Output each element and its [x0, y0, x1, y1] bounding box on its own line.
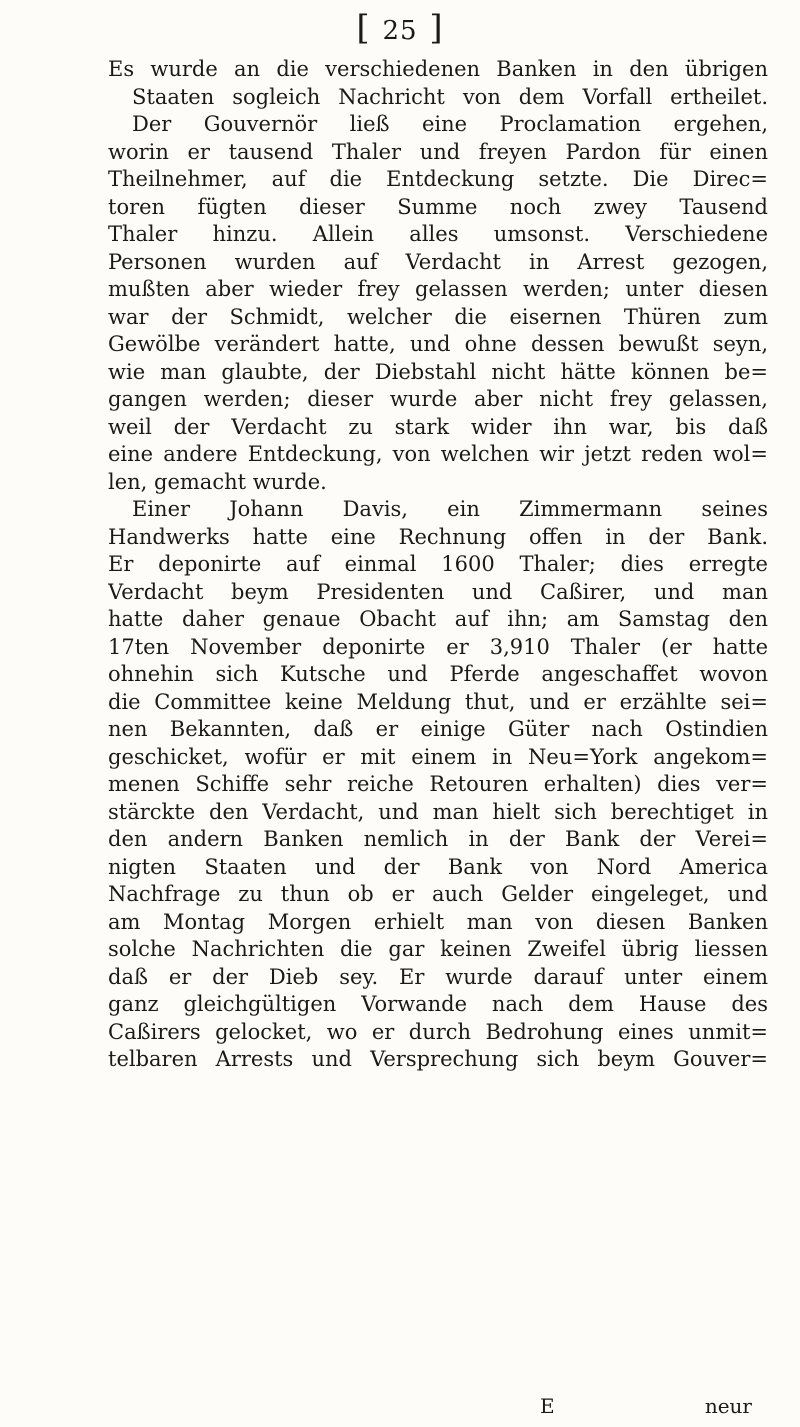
page-header	[0, 6, 800, 53]
text-line: die Committee keine Meldung thut, und er erzählte sei=	[108, 689, 768, 714]
text-line: toren fügten dieser Summe noch zwey Tausend	[108, 194, 768, 219]
text-line: solche Nachrichten die gar keinen Zweifel übrig liessen	[108, 937, 768, 961]
header-open-bracket: [	[356, 8, 371, 48]
catchword: neur	[704, 1394, 752, 1418]
text-line: am Montag Morgen erhielt man von diesen Banken	[108, 909, 768, 934]
text-line: den andern Banken nemlich in der Bank der Verei=	[108, 827, 768, 851]
text-line: Gewölbe verändert hatte, und ohne dessen bewußt seyn,	[108, 332, 768, 356]
text-line: hatte daher genaue Obacht auf ihn; am Samstag den	[108, 607, 768, 631]
text-line: eine andere Entdeckung, von welchen wir jetzt reden wol=	[108, 442, 768, 466]
text-line: gangen werden; dieser wurde aber nicht frey gelassen,	[108, 387, 768, 411]
text-line: telbaren Arrests und Versprechung sich beym Gouver=	[108, 1047, 768, 1071]
page-number: 25	[382, 16, 418, 46]
text-line: mußten aber wieder frey gelassen werden; unter diesen	[108, 277, 768, 301]
text-line: nen Bekannten, daß er einige Güter nach Ostindien	[108, 717, 768, 741]
text-line: Einer Johann Davis, ein Zimmermann seines	[132, 497, 768, 521]
text-line: len, gemacht wurde.	[108, 469, 327, 494]
text-line: Es wurde an die verschiedenen Banken in den übrigen	[108, 57, 768, 81]
text-line: ganz gleichgültigen Vorwande nach dem Hause des	[108, 992, 768, 1016]
text-line: daß er der Dieb sey. Er wurde darauf unter einem	[108, 964, 768, 989]
text-line: Personen wurden auf Verdacht in Arrest gezogen,	[108, 249, 768, 274]
header-close-bracket: ]	[429, 8, 444, 48]
body-text	[108, 56, 768, 1074]
text-line: menen Schiffe sehr reiche Retouren erhalten) dies ver=	[108, 772, 768, 796]
text-line: geschicket, wofür er mit einem in Neu=York angekom=	[108, 744, 768, 769]
text-line: wie man glaubte, der Diebstahl nicht hätte können be=	[108, 359, 768, 384]
text-line: stärckte den Verdacht, und man hielt sich berechtiget in	[108, 799, 768, 824]
text-line: ohnehin sich Kutsche und Pferde angeschaffet wovon	[108, 662, 768, 686]
text-line: war der Schmidt, welcher die eisernen Thüren zum	[108, 304, 768, 329]
text-line: Nachfrage zu thun ob er auch Gelder eingeleget, und	[108, 882, 768, 906]
text-line: Caßirers gelocket, wo er durch Bedrohung eines unmit=	[108, 1019, 768, 1044]
text-line: Der Gouvernör ließ eine Proclamation ergehen,	[132, 112, 768, 136]
text-line: nigten Staaten und der Bank von Nord America	[108, 854, 768, 879]
signature-mark: E	[540, 1394, 555, 1418]
text-line: 17ten November deponirte er 3,910 Thaler (er hatte	[108, 634, 768, 659]
text-line: Verdacht beym Presidenten und Caßirer, und man	[108, 579, 768, 604]
text-line: Theilnehmer, auf die Entdeckung setzte. Die Direc=	[108, 167, 768, 191]
text-line: weil der Verdacht zu stark wider ihn war, bis daß	[108, 414, 768, 439]
text-line: Er deponirte auf einmal 1600 Thaler; dies erregte	[108, 552, 768, 576]
text-line: Staaten sogleich Nachricht von dem Vorfall ertheilet.	[132, 84, 768, 109]
text-line: Thaler hinzu. Allein alles umsonst. Verschiedene	[108, 222, 768, 246]
text-line: Handwerks hatte eine Rechnung offen in der Bank.	[108, 524, 768, 549]
page-footer	[108, 1392, 768, 1420]
text-line: worin er tausend Thaler und freyen Pardon für einen	[108, 139, 768, 164]
